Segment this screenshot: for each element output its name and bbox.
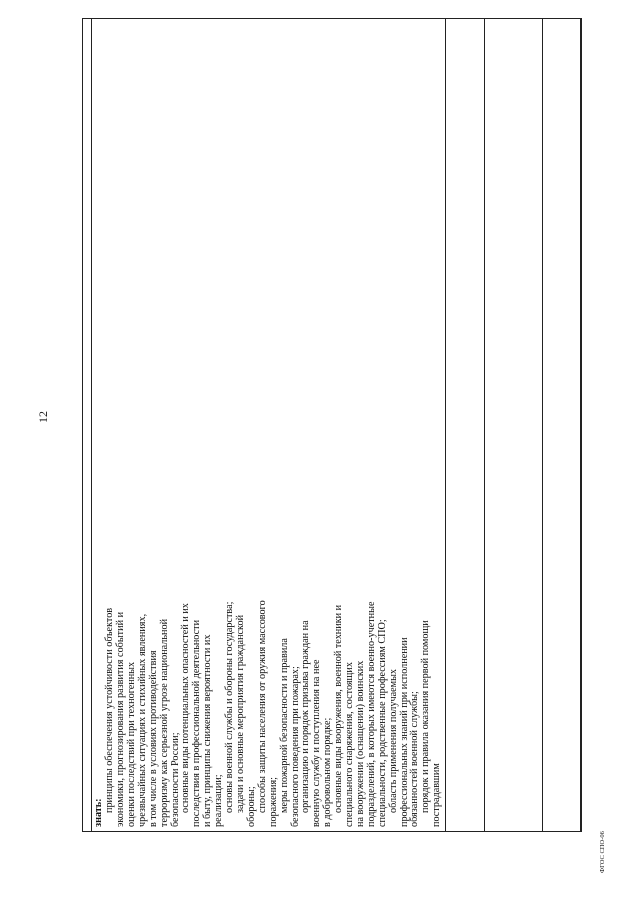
- table-row-knowledge: [92, 19, 446, 831]
- knowledge-line: чрезвычайных ситуациях и стихийных явлениях,: [136, 613, 148, 827]
- knowledge-line: основные виды вооружения, военной техники и: [333, 604, 345, 813]
- table: [82, 18, 582, 832]
- knowledge-heading: знать:: [93, 798, 105, 827]
- knowledge-line: реализации;: [213, 774, 225, 827]
- knowledge-line: область применения получаемых: [387, 668, 399, 813]
- knowledge-line: подразделений, в которых имеются военно-учетные: [365, 601, 377, 827]
- knowledge-line: меры пожарной безопасности и правила: [278, 638, 290, 813]
- knowledge-line: оценки последствий при техногенных: [125, 661, 137, 827]
- knowledge-line: военную службу и поступления на нее: [311, 659, 323, 827]
- table-row-empty-2: [446, 19, 485, 831]
- knowledge-line: специальности, родственные профессиям СПО;: [376, 619, 388, 827]
- knowledge-line: пострадавшим: [431, 763, 443, 827]
- knowledge-line: обороны;: [245, 786, 257, 827]
- knowledge-line: основные виды потенциальных опасностей и их: [180, 603, 192, 813]
- table-row-empty-3: [485, 19, 543, 831]
- knowledge-line: терроризму как серьезной угрозе национальной: [158, 618, 170, 827]
- knowledge-line: экономики, прогнозирования развития событий и: [115, 611, 126, 827]
- rotated-table: [82, 18, 582, 832]
- knowledge-line: обязанностей военной службы;: [409, 691, 421, 827]
- knowledge-line: основы военной службы и обороны государства;: [224, 601, 236, 813]
- knowledge-line: организацию и порядок призыва граждан на: [300, 620, 312, 813]
- knowledge-line: безопасного поведения при пожарах;: [289, 666, 301, 827]
- knowledge-list: [105, 23, 443, 827]
- knowledge-line: безопасности России;: [169, 732, 181, 827]
- knowledge-line: специального снаряжения, состоящих: [344, 662, 356, 827]
- footer-label: ФГОС СПО-06: [599, 831, 606, 873]
- page-number: 12: [36, 411, 50, 423]
- table-row-blank-top: [83, 19, 92, 831]
- knowledge-line: порядок и правила оказания первой помощи: [420, 620, 432, 813]
- knowledge-line: последствия в профессиональной деятельности: [191, 619, 203, 827]
- knowledge-line: в том числе в условиях противодействия: [147, 650, 159, 827]
- knowledge-line: поражения;: [267, 776, 279, 827]
- knowledge-line: способы защиты населения от оружия массового: [256, 600, 268, 813]
- knowledge-line: профессиональных знаний при исполнении: [398, 637, 410, 827]
- knowledge-line: и быту, принципы снижения вероятности их: [202, 634, 214, 827]
- knowledge-line: на вооружении (оснащении) воинских: [354, 660, 366, 827]
- knowledge-line: в добровольном порядке;: [322, 717, 334, 827]
- table-row-empty-4: [543, 19, 581, 831]
- knowledge-line: принципы обеспечения устойчивости объектов: [104, 607, 116, 813]
- knowledge-line: задачи и основные мероприятия гражданской: [234, 614, 246, 813]
